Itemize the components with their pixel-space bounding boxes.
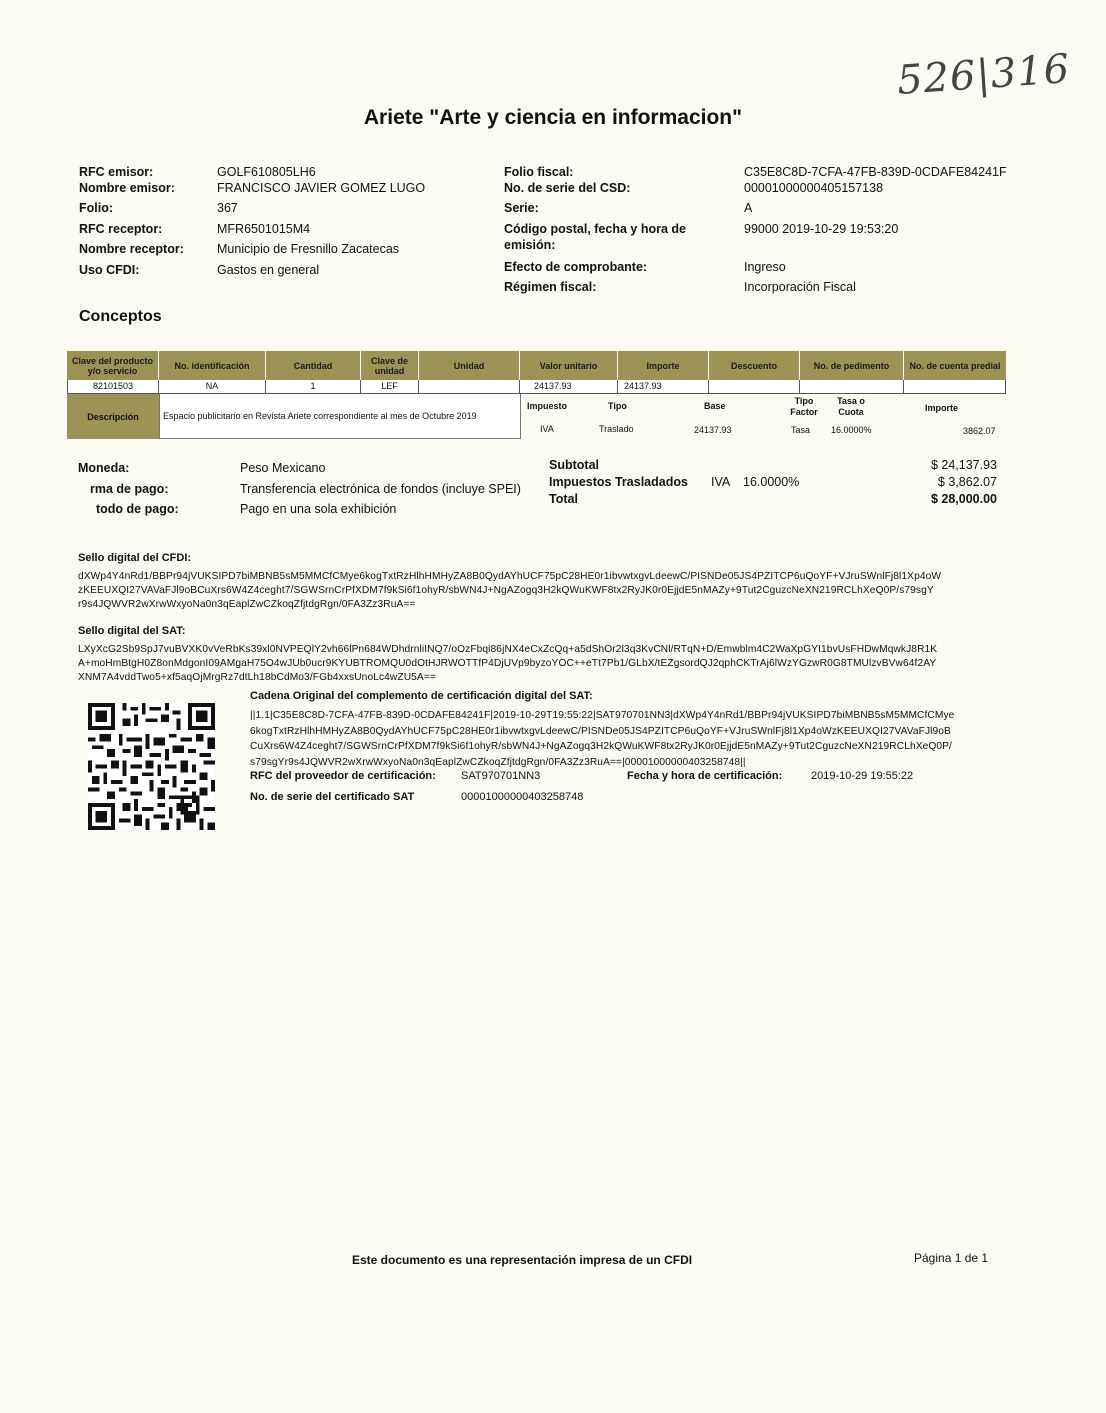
- tax-tipo-header: Tipo: [608, 401, 627, 411]
- issuer-receiver-block: [79, 162, 425, 280]
- table-row: [67, 380, 1006, 394]
- qr-code: [88, 703, 215, 830]
- rfc-proveedor-value: SAT970701NN3: [461, 770, 541, 782]
- nombre-emisor-value: FRANCISCO JAVIER GOMEZ LUGO: [217, 180, 426, 195]
- sello-sat-line: LXyXcG2Sb9SpJ7vuBVXK0vVeRbKs39xl0NVPEQlY2vh66lPn684WDhdrnliINQ7/oOzFbqi86jNX4eCxZcQq+a5dShOr2l3q3KvCNl/RTqN+D/Emwblm4C2WaXpGYI1bvUsFHDwMqwkJ8R1K: [78, 644, 938, 655]
- nombre-emisor-label: Nombre emisor:: [79, 180, 175, 195]
- total-label: Total: [549, 492, 578, 506]
- descripcion-value: Espacio publicitario en Revista Ariete correspondiente al mes de Octubre 2019: [159, 394, 521, 439]
- iva-label: IVA: [711, 475, 731, 489]
- col-no-pedimento: No. de pedimento: [800, 351, 904, 380]
- codigo-postal-value: 99000 2019-10-29 19:53:20: [744, 221, 899, 236]
- cadena-line: s79sgYr9s4JQWVR2wXrwWxyoNa0n3qEaplZwCZkoqZfjtdgRgn/0FA3Zz3RuA==|00001000000403258748||: [250, 756, 746, 768]
- cadena-label: Cadena Original del complemento de certificación digital del SAT:: [250, 690, 593, 702]
- nombre-receptor-value: Municipio de Fresnillo Zacatecas: [217, 242, 400, 256]
- tax-tasa-cuota-value: 16.0000%: [831, 425, 872, 435]
- cell-no-identificacion: NA: [159, 380, 266, 394]
- codigo-postal-label: Código postal, fecha y hora de emisión:: [504, 221, 686, 252]
- impuestos-label: Impuestos Trasladados: [549, 475, 688, 489]
- uso-cfdi-value: Gastos en general: [217, 262, 320, 277]
- impuestos-value: $ 3,862.07: [937, 475, 997, 489]
- col-clave-producto: Clave del producto y/o servicio: [67, 351, 159, 380]
- forma-pago-label: rma de pago:: [90, 481, 169, 496]
- sello-sat-value: [78, 643, 1028, 685]
- cell-unidad: [419, 380, 520, 394]
- rfc-receptor-label: RFC receptor:: [79, 221, 163, 236]
- cadena-value: [250, 708, 1030, 770]
- sello-cfdi-line: zKEEUXQI27VAVaFJl9oBCuXrs6W4Z4ceght7/SGWSrnCrPfXDM7f9kSi6f1ohyR/sbWN4J+NgAZogq3H2kQWuKWF8tx2RyJK0r0EjjdE5nMAZy+9Tut2CguzcNeXN219RCLhXeQ0P/s79sgY: [78, 585, 934, 596]
- folio-fiscal-label: Folio fiscal:: [504, 165, 574, 179]
- fecha-certificacion-label: Fecha y hora de certificación:: [627, 770, 783, 782]
- tax-impuesto-value: IVA: [540, 424, 554, 434]
- regimen-fiscal-value: Incorporación Fiscal: [744, 280, 856, 294]
- efecto-comprobante-label: Efecto de comprobante:: [504, 259, 648, 274]
- cadena-line: 6kogTxtRzHlhHMHyZA8B0QydAYhUCF75pC28HE0r1ibvwtxgvLdeewC/PISNDe05JS4PZITCP6uQoYF+VJruSWnlFj8l1Xp4oWzKEEUXQI27VAVaFJl9oB: [250, 725, 951, 737]
- description-row: [67, 394, 1006, 439]
- metodo-pago-value: Pago en una sola exhibición: [240, 502, 397, 516]
- cell-importe: 24137.93: [618, 380, 709, 394]
- rfc-receptor-value: MFR6501015M4: [217, 221, 311, 236]
- tax-importe-value: 3862.07: [963, 426, 996, 436]
- tax-base-value: 24137.93: [694, 425, 732, 435]
- col-no-identificacion: No. identificación: [159, 351, 266, 380]
- rfc-emisor-value: GOLF610805LH6: [217, 165, 316, 179]
- cell-no-pedimento: [800, 380, 904, 394]
- cadena-line: ||1.1|C35E8C8D-7CFA-47FB-839D-0CDAFE84241F|2019-10-29T19:55:22|SAT970701NN3|dXWp4Y4nRd1/BBPr94jVUKSIPD7biMBNB5sM5MMCfCMye: [250, 710, 955, 721]
- folio-label: Folio:: [79, 201, 114, 215]
- sello-sat-line: XNM7A4vddTwo5+xf5aqOjMrgRz7dtLh18bCdMo3/FGb4xxsUnoLc4wZU5A==: [78, 672, 436, 683]
- nombre-receptor-label: Nombre receptor:: [79, 242, 184, 256]
- subtotal-value: $ 24,137.93: [930, 458, 997, 472]
- fecha-certificacion-value: 2019-10-29 19:55:22: [811, 770, 914, 782]
- cell-descuento: [709, 380, 800, 394]
- totals-block: [549, 457, 997, 508]
- sello-sat-line: A+moHmBtgH0Z8onMdgonI09AMgaH75O4wJUb0ucr9KYUBTROMQU0dOtHJRWOTTfP4DjUVp9byzoYOC++eTt7Pb1/GLbX/tEZgsordQJ2qphCKTrAj6lWzYGzwR0G8TMUlzvBVw64f2AY: [78, 658, 937, 669]
- sello-cfdi-label: Sello digital del CFDI:: [78, 552, 192, 564]
- cadena-line: CuXrs6W4Z4ceght7/SGWSrnCrPfXDM7f9kSi6f1ohyR/sbWN4J+NgAZogq3H2kQWuKWF8tx2RyJK0r0EjjdE5nMAZy+9Tut2CguzcNeXN219RCLhXeQ0P/: [250, 741, 952, 752]
- iva-rate: 16.0000%: [743, 475, 800, 489]
- uso-cfdi-label: Uso CFDI:: [79, 262, 140, 277]
- rfc-emisor-label: RFC emisor:: [79, 165, 154, 179]
- cell-cantidad: 1: [266, 380, 361, 394]
- moneda-value: Peso Mexicano: [240, 461, 326, 475]
- tax-detail: [521, 394, 1006, 439]
- cell-valor-unitario: 24137.93: [520, 380, 618, 394]
- folio-fiscal-value: C35E8C8D-7CFA-47FB-839D-0CDAFE84241F: [744, 165, 1007, 179]
- serie-value: A: [744, 201, 753, 215]
- handwritten-note: 526|316: [895, 46, 1072, 104]
- forma-pago-value: Transferencia electrónica de fondos (incluye SPEI): [240, 481, 521, 496]
- serie-csd-label: No. de serie del CSD:: [504, 180, 631, 195]
- tax-base-header: Base: [704, 401, 726, 411]
- serie-label: Serie:: [504, 201, 539, 215]
- col-unidad: Unidad: [419, 351, 520, 380]
- tax-tipo-factor-header: Tipo Factor: [790, 396, 818, 417]
- col-clave-unidad: Clave de unidad: [361, 351, 419, 380]
- table-header-row: [67, 351, 1006, 380]
- subtotal-label: Subtotal: [549, 458, 599, 472]
- serie-certificado-value: 00001000000403258748: [461, 791, 584, 803]
- sello-cfdi-line: r9s4JQWVR2wXrwWxyoNa0n3qEaplZwCZkoqZfjtdgRgn/0FA3Zz3RuA==: [78, 599, 416, 610]
- cell-cuenta-predial: [904, 380, 1006, 394]
- descripcion-label: Descripción: [67, 394, 159, 439]
- tax-importe-header: Importe: [925, 403, 959, 413]
- page-number: Página 1 de 1: [914, 1251, 989, 1265]
- cell-clave-producto: 82101503: [67, 380, 159, 394]
- serie-csd-value: 00001000000405157138: [744, 180, 884, 195]
- col-descuento: Descuento: [709, 351, 800, 380]
- payment-block: [78, 458, 521, 520]
- sello-cfdi-value: [78, 570, 1028, 612]
- tax-tasa-cuota-header: Tasa o Cuota: [837, 396, 865, 417]
- conceptos-title: Conceptos: [79, 308, 162, 325]
- regimen-fiscal-label: Régimen fiscal:: [504, 280, 597, 294]
- tax-impuesto-header: Impuesto: [527, 401, 568, 411]
- folio-value: 367: [217, 201, 238, 215]
- rfc-proveedor-label: RFC del proveedor de certificación:: [250, 770, 436, 782]
- cell-clave-unidad: LEF: [361, 380, 419, 394]
- tax-tipo-value: Traslado: [599, 424, 634, 434]
- col-valor-unitario: Valor unitario: [520, 351, 618, 380]
- col-cantidad: Cantidad: [266, 351, 361, 380]
- total-value: $ 28,000.00: [930, 492, 997, 506]
- concepts-table: [67, 351, 1006, 439]
- serie-certificado-label: No. de serie del certificado SAT: [250, 791, 415, 803]
- col-importe: Importe: [618, 351, 709, 380]
- col-cuenta-predial: No. de cuenta predial: [904, 351, 1006, 380]
- metodo-pago-label: todo de pago:: [96, 502, 179, 516]
- footer-text: Este documento es una representación impresa de un CFDI: [352, 1253, 693, 1267]
- tax-tipo-factor-value: Tasa: [791, 425, 811, 435]
- fiscal-info-block: [504, 162, 1024, 298]
- efecto-comprobante-value: Ingreso: [744, 259, 786, 274]
- sello-cfdi-line: dXWp4Y4nRd1/BBPr94jVUKSIPD7biMBNB5sM5MMCfCMye6kogTxtRzHlhHMHyZA8B0QydAYhUCF75pC28HE0r1ibvwtxgvLdeewC/PISNDe05JS4PZITCP6uQoYF+VJruSWnlFj8l1Xp4oW: [78, 571, 942, 582]
- moneda-label: Moneda:: [78, 461, 130, 475]
- document-title: Ariete "Arte y ciencia en informacion": [363, 106, 743, 129]
- sello-sat-label: Sello digital del SAT:: [78, 625, 186, 637]
